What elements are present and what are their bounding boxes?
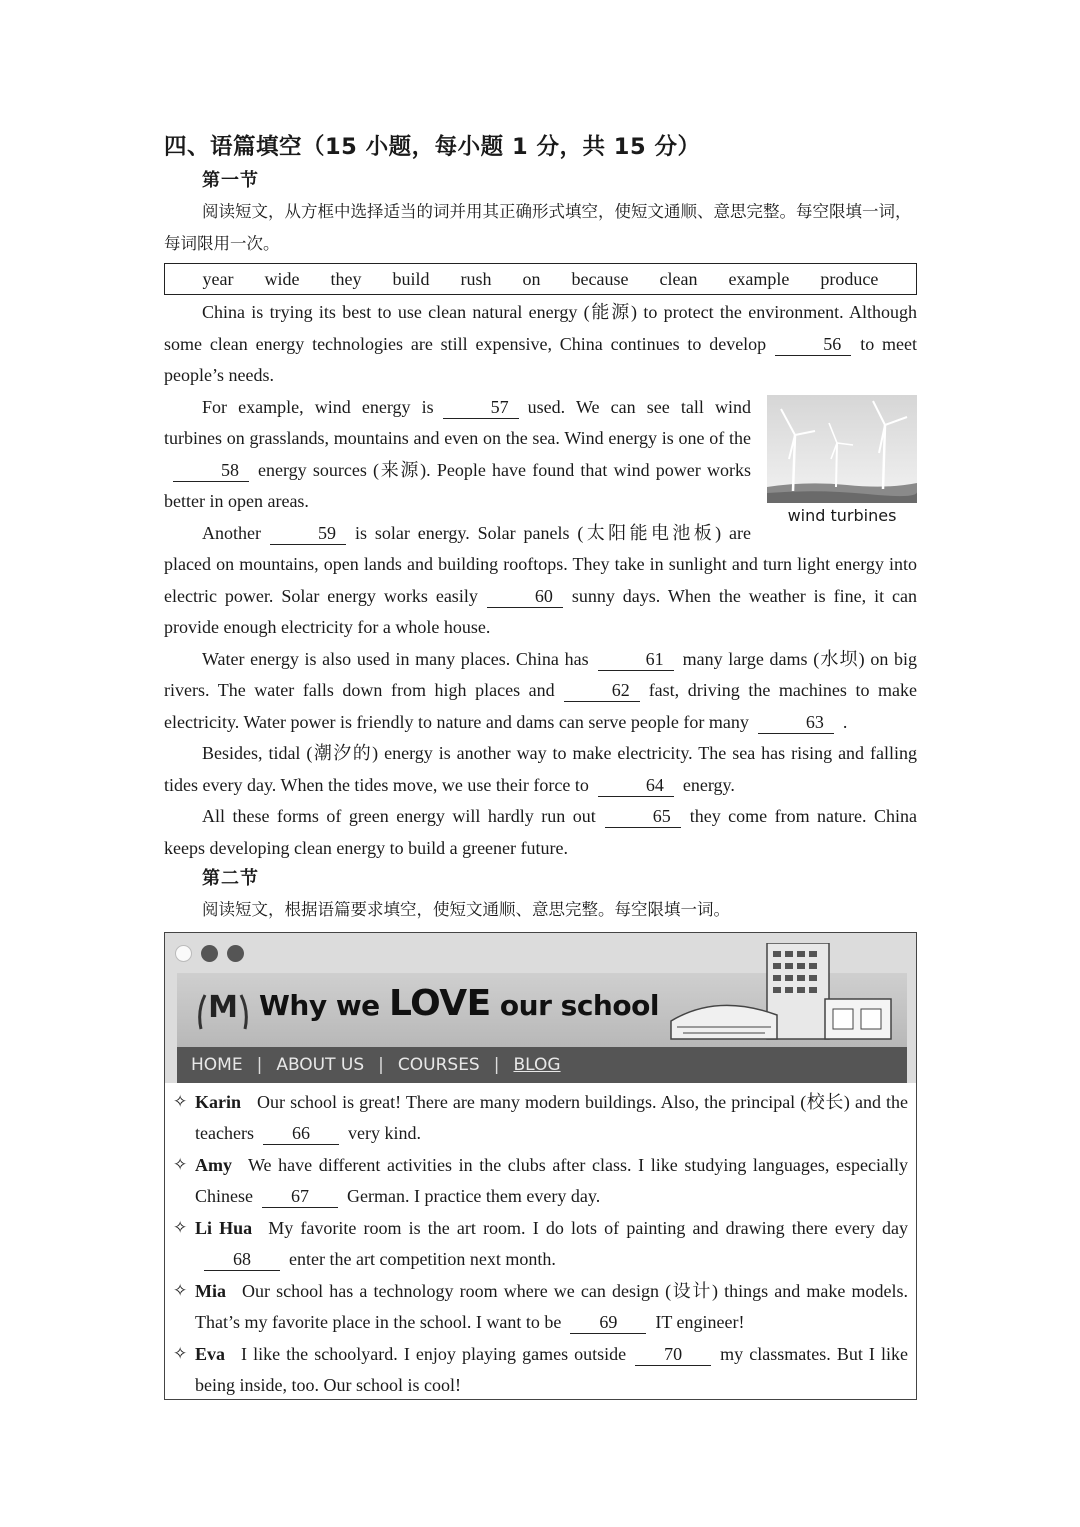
post-text: My favorite room is the art room. I do lots of painting and drawing there every day [268,1217,908,1238]
window-dot-icon [227,945,244,962]
blank-63[interactable]: 63 [758,711,834,734]
website-nav [177,1047,907,1083]
text: fast, driving the machines to make electricity. Water power is friendly to nature and dams can serve people for many [164,680,918,732]
blank-64[interactable]: 64 [598,774,674,797]
text: used. We can see tall wind turbines on grasslands, mountains and even on the sea. Wind energy is one of the [164,396,751,448]
website-header [165,933,916,1083]
star-icon: ✧ [173,1091,188,1112]
word-item: they [330,268,362,289]
blank-56[interactable]: 56 [775,333,851,356]
text: All these forms of green energy will hardly run out [202,806,596,826]
word-item: on [522,268,541,289]
blank-66[interactable]: 66 [263,1122,339,1145]
blank-70[interactable]: 70 [635,1343,711,1366]
nav-home[interactable]: HOME [191,1054,243,1075]
blank-61[interactable]: 61 [598,648,674,671]
post-text: enter the art competition next month. [289,1249,556,1269]
star-icon: ✧ [173,1343,188,1364]
post-author: Amy [195,1154,232,1175]
banner-word: our school [490,988,659,1022]
window-dot-icon [175,945,192,962]
post-author: Li Hua [195,1217,253,1238]
post-text: We have different activities in the clubs after class. I like studying languages, especially Chinese [195,1154,908,1206]
blank-67[interactable]: 67 [262,1185,338,1208]
post-text: IT engineer! [655,1312,745,1332]
post-author: Mia [195,1280,226,1301]
word-item: year [202,268,234,289]
text: to meet people’s needs. [164,333,917,385]
image-caption: wind turbines [787,505,897,525]
school-buildings-icon [667,943,907,1047]
post-author: Karin [195,1091,242,1112]
nav-blog[interactable]: BLOG [513,1054,561,1075]
star-icon: ✧ [173,1217,188,1238]
word-item: example [728,268,790,289]
section2-title: 第二节 [202,868,259,889]
window-controls [175,945,244,962]
star-icon: ✧ [173,1280,188,1301]
text: many large dams (水坝) on big rivers. The water falls down from high places and [164,648,917,700]
content-area [164,128,917,1400]
section1-instruction: 阅读短文，从方框中选择适当的词并用其正确形式填空，使短文通顺、意思完整。每空限填一词，每词限用一次。 [164,202,912,253]
text: China is trying its best to use clean natural energy (能源) to protect the environment. Although some clean energy technologies are still expensive, China continues to develop [164,302,917,354]
blank-68[interactable]: 68 [204,1248,280,1271]
text: sunny days. When the weather is fine, it can provide enough electricity for a whole house. [164,585,917,637]
nav-separator: | [378,1054,384,1075]
nav-courses[interactable]: COURSES [397,1054,480,1075]
post-li-hua [175,1213,908,1276]
word-item: because [571,268,629,289]
word-item: produce [820,268,879,289]
window-dot-icon [201,945,218,962]
wind-turbines-figure [767,395,917,529]
nav-separator: | [493,1054,500,1075]
post-amy [175,1150,908,1213]
paragraph-1 [164,297,917,392]
blank-58[interactable]: 58 [173,459,249,482]
paragraph-4 [164,644,917,739]
banner-title [259,983,659,1024]
text: Besides, tidal (潮汐的) energy is another way to make electricity. The sea has rising and falling tides every day. When the tides move, we use their force to [164,743,917,795]
blank-60[interactable]: 60 [487,585,563,608]
paragraph-5 [164,738,917,801]
word-item: wide [264,268,300,289]
text: they come from nature. China keeps developing clean energy to build a greener future. [164,806,917,858]
post-karin [175,1087,908,1150]
text: Water energy is also used in many places. China has [202,648,589,669]
paragraph-6 [164,801,917,864]
section-heading: 四、语篇填空（15 小题，每小题 1 分，共 15 分） [164,134,701,160]
post-text: Our school has a technology room where we can design (设计) things and make models. That’s my favorite place in the school. I want to be [195,1280,908,1332]
post-author: Eva [195,1343,226,1364]
nav-about-us[interactable]: ABOUT US [276,1054,365,1075]
blank-69[interactable]: 69 [570,1311,646,1334]
section1-title: 第一节 [202,170,259,191]
blank-57[interactable]: 57 [443,396,519,419]
blank-65[interactable]: 65 [605,805,681,828]
blank-59[interactable]: 59 [270,522,346,545]
svg-text:M: M [208,989,238,1025]
post-text: Our school is great! There are many modern buildings. Also, the principal (校长) and the teachers [195,1091,908,1143]
post-text: my classmates. But I like being inside, too. Our school is cool! [195,1343,908,1395]
word-item: clean [659,268,698,289]
word-box [164,263,917,295]
text: energy sources (来源). People have found that wind power works better in open areas. [164,459,751,511]
word-item: rush [460,268,492,289]
text: For example, wind energy is [202,396,434,417]
nav-separator: | [256,1054,263,1075]
blank-62[interactable]: 62 [564,679,640,702]
post-mia [175,1276,908,1339]
banner-word: Why we [259,988,389,1022]
paragraph-3 [164,518,917,644]
text: . [842,711,848,732]
school-website [164,932,917,1400]
text: energy. [682,774,735,795]
post-text: German. I practice them every day. [347,1186,601,1206]
wind-turbines-image [767,395,917,503]
post-text: very kind. [347,1123,421,1143]
school-logo-icon [195,981,251,1037]
banner-word-love: LOVE [388,982,491,1024]
text: is solar energy. Solar panels (太阳能电池板) are placed on mountains, open lands and building rooftops. They take in sunlight and turn light energy into electric power. Solar energy works easily [164,522,917,606]
star-icon: ✧ [173,1154,188,1175]
post-text: I like the schoolyard. I enjoy playing games outside [241,1343,627,1364]
post-eva [175,1339,908,1402]
website-banner [177,973,907,1047]
posts-list [165,1083,916,1402]
word-item: build [392,268,430,289]
text: Another [202,522,261,543]
section2-instruction: 阅读短文，根据语篇要求填空，使短文通顺、意思完整。每空限填一词。 [202,900,730,919]
